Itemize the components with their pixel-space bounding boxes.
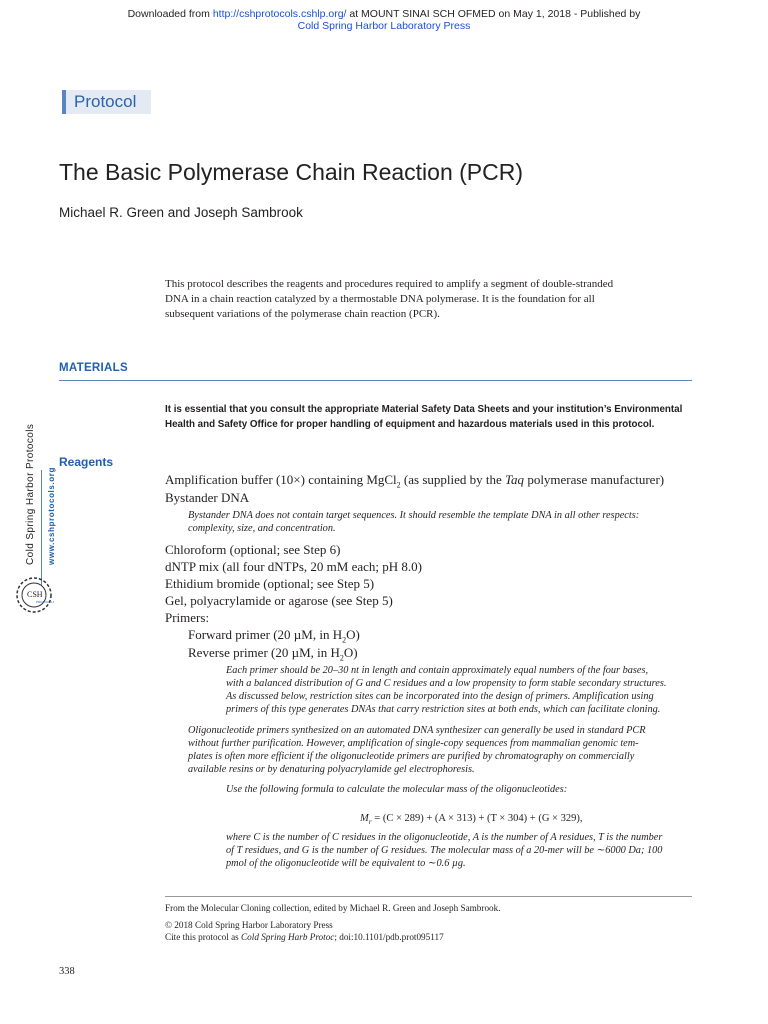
page-number: 338 xyxy=(59,966,75,977)
formula-subscript: r xyxy=(368,817,372,827)
reagent-gel: Gel, polyacrylamide or agarose (see Step 5) xyxy=(165,593,393,608)
reagent-ethidium-bromide: Ethidium bromide (optional; see Step 5) xyxy=(165,576,375,591)
note-line: with a balanced distribution of G and C residues and a low propensity to form stable secondary structures. xyxy=(226,678,667,689)
note-line: Each primer should be 20–30 nt in length and contain approximately equal numbers of the four bases, xyxy=(226,665,649,676)
amp-subscript: 2 xyxy=(396,480,401,490)
logo-main-text: CSH xyxy=(27,590,43,599)
abstract xyxy=(165,277,695,322)
tag-bar xyxy=(62,90,66,114)
rev-text: Reverse primer (20 µM, in H xyxy=(188,645,340,660)
publisher-link[interactable]: Cold Spring Harbor Laboratory Press xyxy=(297,20,471,32)
reverse-primer xyxy=(188,645,358,663)
logo-sub-text: PROTOCOLS xyxy=(36,600,54,604)
cite-prefix: Cite this protocol as xyxy=(165,932,242,942)
formula-note xyxy=(226,831,662,870)
note-line: without further purification. However, amplification of single-copy sequences from mammalian genomic tem- xyxy=(188,738,639,749)
reagent-bystander-dna: Bystander DNA xyxy=(165,490,250,505)
footer-rule xyxy=(165,896,692,897)
note-line: available resins or by denaturing polyacrylamide gel electrophoresis. xyxy=(188,764,475,775)
abstract-line: DNA in a chain reaction catalyzed by a thermostable DNA polymerase. It is the foundation for all xyxy=(165,293,595,305)
formula-lhs: M xyxy=(360,813,369,824)
banner-link[interactable]: http://cshprotocols.cshlp.org/ xyxy=(212,8,347,20)
materials-heading: MATERIALS xyxy=(59,362,128,374)
fwd-subscript: 2 xyxy=(342,635,347,645)
side-branding xyxy=(25,405,56,565)
reagent-amplification-buffer xyxy=(165,472,664,490)
molecular-mass-formula xyxy=(360,813,582,826)
download-line-2 xyxy=(0,20,768,32)
page-title: The Basic Polymerase Chain Reaction (PCR) xyxy=(59,159,524,185)
download-line-1 xyxy=(0,8,768,20)
reagents-heading: Reagents xyxy=(59,455,114,469)
note-line: As discussed below, restriction sites can be incorporated into the design of primers. Amplification using xyxy=(226,691,654,702)
note-line: primers of this type generates DNAs that carry restriction sites at both ends, which can facilitate cloning. xyxy=(226,704,661,715)
note-line: where C is the number of C residues in the oligonucleotide, A is the number of A residues, T is the number xyxy=(226,832,663,843)
note-line: Use the following formula to calculate the molecular mass of the oligonucleotides: xyxy=(226,784,568,795)
primer-note xyxy=(226,664,666,716)
dna-helix-icon xyxy=(14,575,54,615)
abstract-line: This protocol describes the reagents and procedures required to amplify a segment of double-stranded xyxy=(165,278,614,290)
note-line: pmol of the oligonucleotide will be equivalent to ∼0.6 µg. xyxy=(226,858,466,869)
fwd-text-b: O) xyxy=(346,627,360,642)
csh-logo xyxy=(14,575,54,615)
journal-vertical-text: Cold Spring Harbor Protocols xyxy=(25,423,36,565)
rev-subscript: 2 xyxy=(339,653,344,663)
note-line: plates is often more efficient if the oligonucleotide primers are purified by chromatography on commercially xyxy=(188,751,635,762)
footer-citation xyxy=(165,932,444,942)
bystander-note xyxy=(188,509,639,535)
amp-text-c: polymerase manufacturer) xyxy=(524,472,665,487)
note-line: complexity, size, and concentration. xyxy=(188,523,336,534)
footer-copyright: © 2018 Cold Spring Harbor Laboratory Press xyxy=(165,920,333,930)
forward-primer xyxy=(188,627,360,645)
cite-journal: Cold Spring Harb Protoc xyxy=(241,932,335,942)
note-line: Oligonucleotide primers synthesized on an automated DNA synthesizer can generally be used in standard PCR xyxy=(188,725,646,736)
amp-text: Amplification buffer (10×) containing MgCl xyxy=(165,472,397,487)
note-line: Bystander DNA does not contain target sequences. It should resemble the template DNA in all other respects: xyxy=(188,510,640,521)
note-line: of T residues, and G is the number of G residues. The molecular mass of a 20-mer will be ∼6000 Da; 100 xyxy=(226,845,663,856)
taq-italic: Taq xyxy=(505,472,525,487)
side-divider xyxy=(41,470,42,590)
reagent-chloroform: Chloroform (optional; see Step 6) xyxy=(165,542,341,557)
cite-doi: ; doi:10.1101/pdb.prot095117 xyxy=(334,932,444,942)
formula-rhs: = (C × 289) + (A × 313) + (T × 304) + (G × 329), xyxy=(371,813,583,824)
banner-prefix: Downloaded from xyxy=(127,8,213,20)
oligo-note xyxy=(188,724,646,776)
journal-url-vertical[interactable]: www.cshprotocols.org xyxy=(47,467,56,565)
tag-label: Protocol xyxy=(74,92,137,111)
amp-text-b: (as supplied by the xyxy=(400,472,506,487)
rev-text-b: O) xyxy=(343,645,358,660)
reagent-primers: Primers: xyxy=(165,610,210,625)
protocol-tag xyxy=(62,90,151,114)
safety-line: Health and Safety Office for proper handling of equipment and hazardous materials used in this protocol. xyxy=(165,419,655,430)
banner-middle: at MOUNT SINAI SCH OFMED on May 1, 2018 - Published by xyxy=(346,8,641,20)
safety-notice xyxy=(165,402,705,432)
section-rule xyxy=(59,380,692,381)
fwd-text: Forward primer (20 µM, in H xyxy=(188,627,343,642)
authors: Michael R. Green and Joseph Sambrook xyxy=(59,205,303,220)
safety-line: It is essential that you consult the appropriate Material Safety Data Sheets and your institution’s Environmental xyxy=(165,404,683,415)
footer-collection: From the Molecular Cloning collection, edited by Michael R. Green and Joseph Sambrook. xyxy=(165,903,501,913)
reagent-dntp-mix: dNTP mix (all four dNTPs, 20 mM each; pH 8.0) xyxy=(165,559,422,574)
abstract-line: subsequent variations of the polymerase chain reaction (PCR). xyxy=(165,308,440,320)
formula-intro xyxy=(226,783,567,796)
download-banner xyxy=(0,8,768,32)
